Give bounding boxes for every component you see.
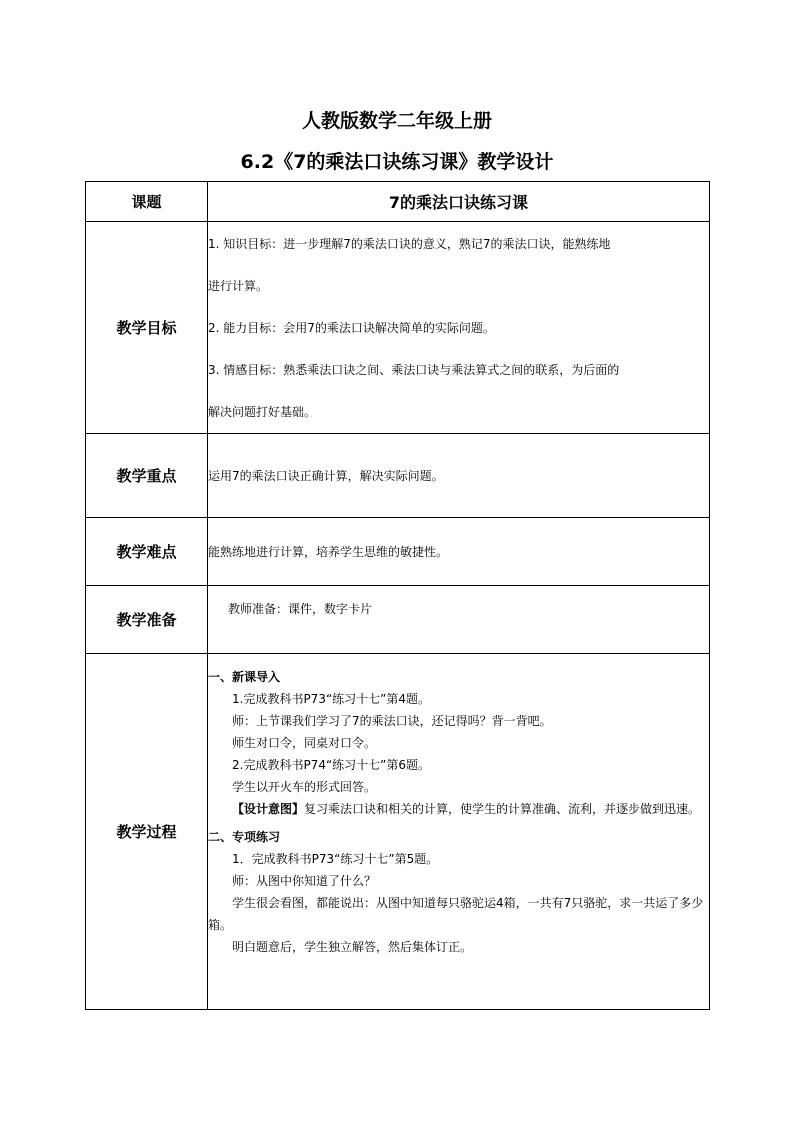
- process-line: 2.完成教科书P74“练习十七”第6题。: [232, 758, 431, 772]
- process-line: 1.完成教科书P73“练习十七”第4题。: [232, 692, 431, 706]
- preparation-label: 教学准备: [86, 586, 208, 654]
- design-intent: [208, 798, 709, 820]
- row-key-point: [86, 434, 710, 518]
- preparation-cell: [208, 586, 710, 654]
- lesson-plan-table: [85, 181, 710, 1010]
- process-line: 师：从图中你知道了什么？: [232, 874, 377, 888]
- process-line: 1．完成教科书P73“练习十七”第5题。: [232, 852, 439, 866]
- section-title: 二、专项练习: [208, 830, 281, 844]
- process-line: 学生很会看图，都能说出：从图中知道每只骆驼运4箱，一共有7只骆驼，求一共运了多少箱。: [208, 896, 704, 932]
- topic-value: 7的乘法口诀练习课: [388, 193, 529, 212]
- goal-line: 2. 能力目标：会用7的乘法口诀解决简单的实际问题。: [208, 320, 495, 335]
- goal-line: 1. 知识目标：进一步理解7的乘法口诀的意义，熟记7的乘法口诀，能熟练地: [208, 236, 611, 251]
- row-goals: [86, 222, 710, 434]
- goals-cell: [208, 222, 710, 434]
- difficulty-value: 能熟练地进行计算，培养学生思维的敏捷性。: [208, 518, 710, 586]
- goal-line: 3. 情感目标：熟悉乘法口诀之间、乘法口诀与乘法算式之间的联系，为后面的: [208, 362, 620, 377]
- document-title: 人教版数学二年级上册: [301, 110, 492, 132]
- document-subtitle: 6.2《7的乘法口诀练习课》教学设计: [240, 151, 554, 173]
- row-process: [86, 654, 710, 1010]
- key-point-value: 运用7的乘法口诀正确计算，解决实际问题。: [208, 434, 710, 518]
- process-line: 明白题意后，学生独立解答，然后集体订正。: [232, 940, 473, 954]
- process-label: 教学过程: [86, 654, 208, 1010]
- design-intent-text: 复习乘法口诀和相关的计算，使学生的计算准确、流利，并逐步做到迅速。: [304, 802, 701, 816]
- goal-line: 进行计算。: [208, 278, 269, 293]
- row-difficulty: [86, 518, 710, 586]
- topic-cell: [208, 182, 710, 222]
- key-point-label: 教学重点: [86, 434, 208, 518]
- row-topic: [86, 182, 710, 222]
- goals-label: 教学目标: [86, 222, 208, 434]
- row-preparation: [86, 586, 710, 654]
- section-title: 一、新课导入: [208, 670, 281, 684]
- process-cell: [208, 654, 710, 1010]
- process-line: 师生对口令，同桌对口令。: [232, 736, 377, 750]
- topic-label: 课题: [86, 182, 208, 222]
- process-line: 师：上节课我们学习了7的乘法口诀，还记得吗？背一背吧。: [232, 714, 552, 728]
- difficulty-label: 教学难点: [86, 518, 208, 586]
- design-intent-tag: 【设计意图】: [232, 802, 305, 816]
- goal-line: 解决问题打好基础。: [208, 404, 317, 419]
- process-line: 学生以开火车的形式回答。: [232, 780, 377, 794]
- preparation-value: 教师准备：课件，数字卡片: [228, 602, 373, 616]
